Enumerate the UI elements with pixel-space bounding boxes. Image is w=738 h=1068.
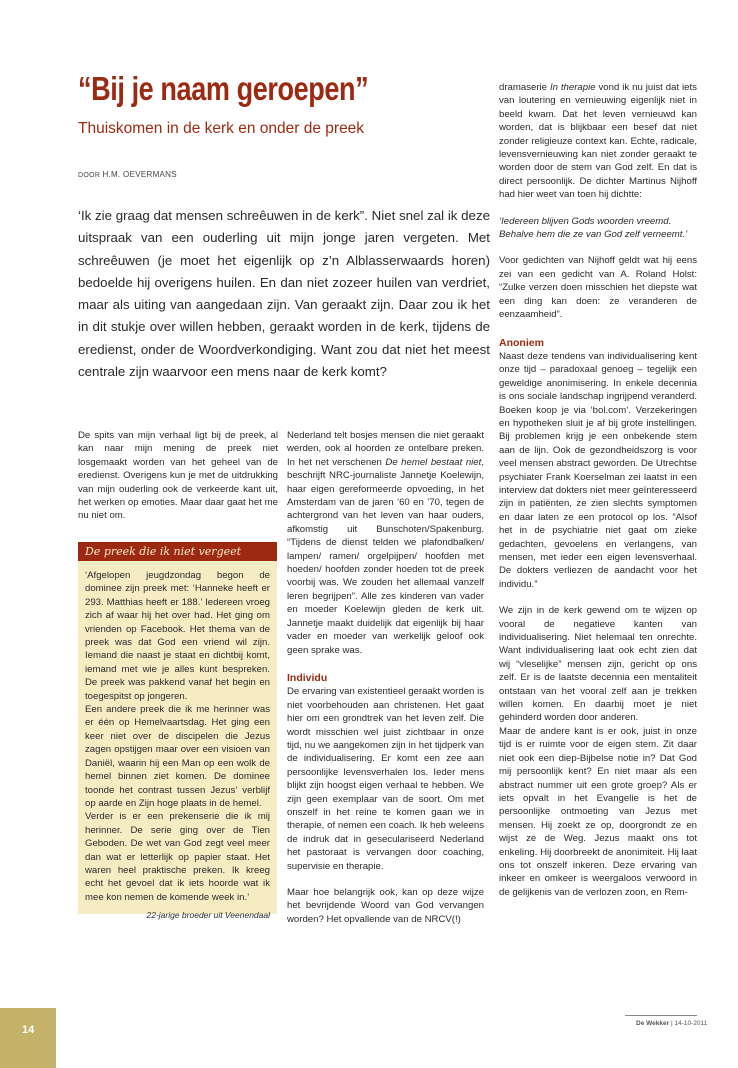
text-run: dramaserie	[499, 82, 550, 93]
column-2	[287, 429, 484, 926]
text-run: vond ik nu juist dat iets van loutering en vernieuwing eigenlijk niet in beeld kwam. Dat het leven vernieuwd kan worden, dat is blijkbaar een besef dat niet zonder religieuze context kan. Echte, radicale, levensvernieuwing kan niet zonder geraakt te worden door de stem van God zelf. En dat is direct persoonlijk. De dichter Martinus Nijhoff had hier weet van toen hij dichtte:	[499, 82, 697, 201]
sidebar-quote-paragraph: ‘Afgelopen jeugdzondag begon de dominee zijn preek met: ‘Hanneke heeft er 293. Matthias heeft er 188.’ Iedereen vroeg zich af waar hij het over had. Het ging om vrienden op Facebook. Het thema van de preek was dat God een vriend wil zijn. Iemand die naast je staat en dichtbij komt, iemand met wie je alles kunt bespreken. De preek was pakkend vanaf het begin en toegespitst op jongeren.	[85, 570, 270, 702]
column-3-paragraph: Voor gedichten van Nijhoff geldt wat hij eens zei van een gedicht van A. Roland Holst: “Zulke verzen doen misschien het diepste wat een ding kan doen: ze veranderen de eenzaamheid”.	[499, 255, 697, 321]
sidebar-quote-paragraph: Verder is er een prekenserie die ik mij herinner. De serie ging over de Tien Geboden. De wet van God zegt veel meer dan wat er letterlijk op papier staat. Het waren heel praktische preken. Ik kreeg echt het gevoel dat ik iets hoorde wat ik mee kon nemen de komende week in.’	[85, 811, 270, 903]
column-2-paragraph	[287, 429, 484, 657]
book-title: De hemel bestaat niet	[385, 456, 482, 468]
sidebar-quote-body	[78, 561, 277, 923]
poem-quote	[499, 215, 697, 242]
sidebar-quote-heading: De preek die ik niet vergeet	[78, 542, 277, 561]
article-subtitle: Thuiskomen in de kerk en onder de preek	[78, 120, 365, 137]
text-run: , beschrijft NRC-journaliste Jannetje Koelewijn, haar eigen gereformeerde opvoeding, in het Amsterdam van de jaren ’60 en ’70, tegen de achtergrond van het leven van haar ouders, afkomstig uit Bunschoten/Spakenburg. “Tijdens de dienst telden we plafondbalken/ lampen/ ramen/ orgelpijpen/ hoofden met hoeden/ hoofden zonder hoeden tot de preek voorbij was. We zouden het allemaal vanzelf leren begrijpen”. Alle zes kinderen van vader en moeder Koelewijn gleden de kerk uit. Jannetje maakt duidelijk dat eigenlijk bij haar vader en moeder van werkelijk geloof ook geen sprake was.	[287, 456, 484, 656]
column-2-paragraph: Maar hoe belangrijk ook, kan op deze wijze het bevrijdende Woord van God vervangen worden? Het opvallende van de NRCV(!)	[287, 887, 484, 925]
column-3-paragraph: Naast deze tendens van individualisering kent onze tijd – paradoxaal genoeg – tegelijk een geweldige anonimisering. In enkele decennia is ons sociale landschap ingrijpend veranderd. Boeken koop je via ‘bol.com’. Verzekeringen en hypotheken sluit je af bij grote instellingen. Bij problemen krijg je een onbekende stem aan de lijn. Ook de gezondheidszorg is voor veel mensen abstract geworden. De Utrechtse psychiater Frank Koerselman zei laatst in een interview dat dokters niet meer geïnteresseerd zijn in patiënten, ze zien slechts symptomen en daar laten ze een protocol op los. “Alsof het in de psychiatrie niet gaat om zieke gedachten, gevoelens en verlangens, van mensen, met ieder een eigen levensverhaal. De dokters verliezen de aandacht voor het individu.”	[499, 350, 697, 590]
intro-paragraph: ‘Ik zie graag dat mensen schreêuwen in de kerk”. Niet snel zal ik deze uitspraak van een ouderling uit mijn jonge jaren vergeten. Met schreêuwen (je moet het eigenlijk op z’n Alblasserwaards horen) bedoelde hij overigens huilen. En dan niet zozeer huilen van verdriet, maar als uiting van aangedaan zijn. Van geraakt zijn. Daar zou ik het in dit stukje over willen hebben, geraakt worden in de kerk, tijdens de eredienst, onder de Woordverkondiging. Want zou dat niet het meest centrale zijn waarvoor een mens naar de kerk komt?	[78, 208, 490, 380]
text-run: Nederland telt bosjes mensen die niet geraakt werden, ook al hoorden ze ontelbare preken. In het net verschenen	[287, 430, 484, 468]
column-3	[499, 81, 697, 899]
section-heading-anoniem: Anoniem	[499, 336, 544, 349]
byline-prefix: DOOR	[78, 172, 101, 179]
byline	[78, 170, 177, 179]
column-3-paragraph: We zijn in de kerk gewend om te wijzen op vooral de negatieve kanten van individualisering. Niet helemaal ten onrechte. Want individualisering laat ook echt zien dat wij “vleselijke” mensen zijn, gericht op ons zelf. Er is de laatste decennia een mentaliteit ontstaan van het vooral zelf aan je trekken willen komen. En daarbij moet je niet gehinderd worden door anderen.	[499, 605, 697, 724]
poem-line: ‘Iedereen blijven Gods woorden vreemd.	[499, 215, 672, 227]
byline-author: H.M. OEVERMANS	[102, 170, 177, 179]
footer-divider	[625, 1015, 697, 1016]
article-title: “Bij je naam geroepen”	[78, 70, 369, 107]
magazine-name: De Wekker	[636, 1020, 670, 1027]
column-3-paragraph	[499, 81, 697, 202]
series-title: In therapie	[549, 82, 596, 93]
sidebar-quote-paragraph: Een andere preek die ik me herinner was er één op Hemelvaartsdag. Het ging een keer niet over de discipelen die Jezus zagen opstijgen maar over een visioen van Daniël, waarin hij een Man op een wolk de hemel binnen ziet komen. De dominee toonde het contrast tussen Jezus’ verblijf op aarde en Zijn hoge plaats in de hemel.	[85, 704, 270, 809]
footer-credit	[636, 1020, 707, 1027]
section-heading-individu: Individu	[287, 671, 328, 684]
column-2-paragraph: De ervaring van existentieel geraakt worden is niet voorbehouden aan christenen. Het gaat hier om een grondtrek van het leven zelf. Die wordt misschien wel juist zichtbaar in onze tijd, nu we aangekomen zijn in het tijdperk van de individualisering. Er komt een zee aan persoonlijke levensverhalen los. Ieder mens blijkt zijn hoogst eigen verhaal te hebben. We zijn geen exemplaar van de soort. Om met onszelf in het reine te komen gaan we in therapie, of nemen een coach. Ik heb weleens de indruk dat in geseculariseerd Nederland het pastoraat is vervangen door coaching, supervisie en therapie.	[287, 686, 484, 872]
column-1	[78, 429, 278, 523]
page-number: 14	[0, 1008, 56, 1068]
poem-line: Behalve hem die ze van God zelf verneemt.’	[499, 229, 688, 241]
issue-date: | 14-10-2011	[670, 1020, 708, 1027]
sidebar-quote-signature: 22-jarige broeder uit Veenendaal	[146, 910, 270, 921]
column-3-paragraph: Maar de andere kant is er ook, juist in onze tijd is er ruimte voor de eigen stem. Zit daar niet ook een diep-Bijbelse notie in? Dat God mij persoonlijk kent? En niet maar als een abstract nummer uit een grote groep? Als er iets opvalt in het Evangelie is het de persoonlijke ontmoeting van Jezus met mensen. Hij zoekt ze op, doorgrondt ze en wijst ze de Weg. Jezus maakt ons tot enkeling. Hij doorbreekt de anonimiteit. Hij laat ons tot onszelf inkeren. Deze ervaring van inkeer en omkeer is weergaloos verwoord in de gelijkenis van de verlozen zoon, en Rem-	[499, 725, 697, 898]
sidebar-quote-box	[78, 542, 277, 921]
column-1-paragraph: De spits van mijn verhaal ligt bij de preek, al kan naar mijn mening de preek niet losgemaakt worden van het geheel van de eredienst. Overigens kun je met de uitdrukking van mijn ouderling ook de verkeerde kant uit, het werken op emoties. Maar daar gaat het me nu niet om.	[78, 430, 278, 522]
